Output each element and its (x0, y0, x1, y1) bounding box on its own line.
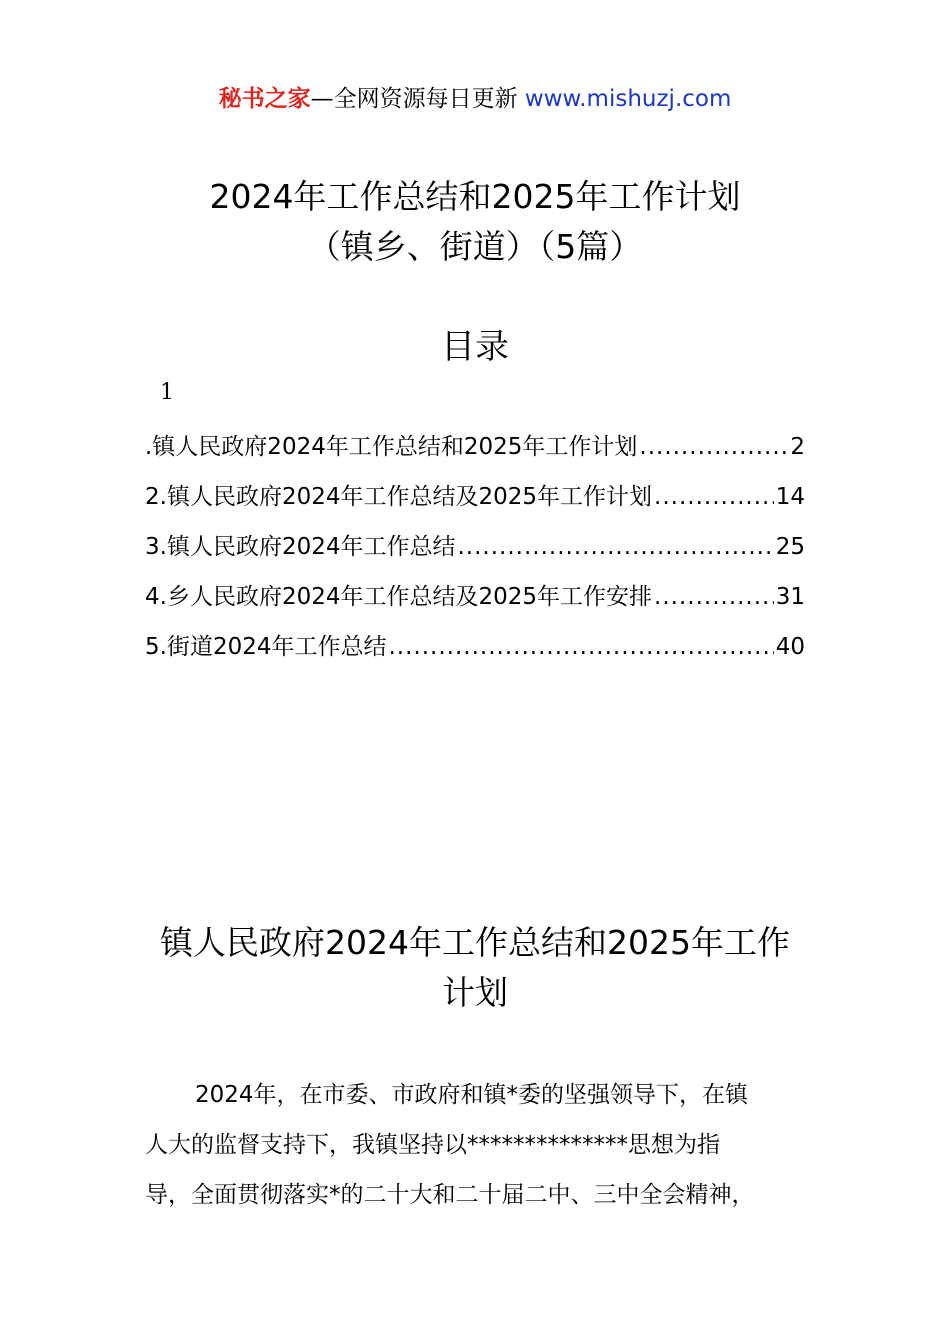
toc-entry-title: 5.街道2024年工作总结 (145, 634, 387, 660)
toc-entry[interactable] (145, 572, 805, 622)
toc-entry[interactable] (145, 472, 805, 522)
body-paragraph (145, 1070, 825, 1220)
toc-heading: 目录 (441, 327, 509, 367)
toc-leader-dots (654, 572, 774, 622)
document-title: 2024年工作总结和2025年工作计划 (209, 177, 741, 216)
paragraph-line: 人大的监督支持下，我镇坚持以**************思想为指 (145, 1132, 720, 1158)
toc-entry[interactable] (145, 422, 805, 472)
toc-leader-dots (639, 422, 788, 472)
site-link[interactable]: www.mishuzj.com (524, 86, 732, 112)
paragraph-line: 导，全面贯彻落实*的二十大和二十届二中、三中全会精神， (145, 1182, 755, 1208)
toc-entry-page: 14 (775, 484, 805, 510)
table-of-contents (145, 422, 805, 672)
toc-entry[interactable] (145, 522, 805, 572)
section-title: 镇人民政府2024年工作总结和2025年工作 (160, 923, 790, 962)
toc-entry-page: 31 (775, 584, 805, 610)
toc-entry-title: .镇人民政府2024年工作总结和2025年工作计划 (145, 434, 638, 460)
header-tagline: —全网资源每日更新 (310, 86, 525, 112)
toc-entry-page: 40 (775, 634, 805, 660)
toc-entry-title: 3.镇人民政府2024年工作总结 (145, 534, 456, 560)
toc-entry-page: 25 (775, 534, 805, 560)
toc-entry-title: 4.乡人民政府2024年工作总结及2025年工作安排 (145, 584, 653, 610)
site-header (0, 80, 950, 113)
toc-leader-dots (388, 622, 773, 672)
document-subtitle: （镇乡、街道）（5篇） (307, 227, 643, 266)
toc-entry-page: 2 (790, 434, 805, 460)
toc-leader-dots (654, 472, 774, 522)
paragraph-line: 2024年，在市委、市政府和镇*委的坚强领导下，在镇 (195, 1082, 749, 1108)
toc-entry[interactable] (145, 622, 805, 672)
toc-leading-number: 1 (160, 380, 174, 405)
toc-leader-dots (457, 522, 773, 572)
toc-entry-title: 2.镇人民政府2024年工作总结及2025年工作计划 (145, 484, 653, 510)
brand-name: 秘书之家 (218, 86, 311, 112)
section-title-continued: 计划 (442, 973, 508, 1012)
